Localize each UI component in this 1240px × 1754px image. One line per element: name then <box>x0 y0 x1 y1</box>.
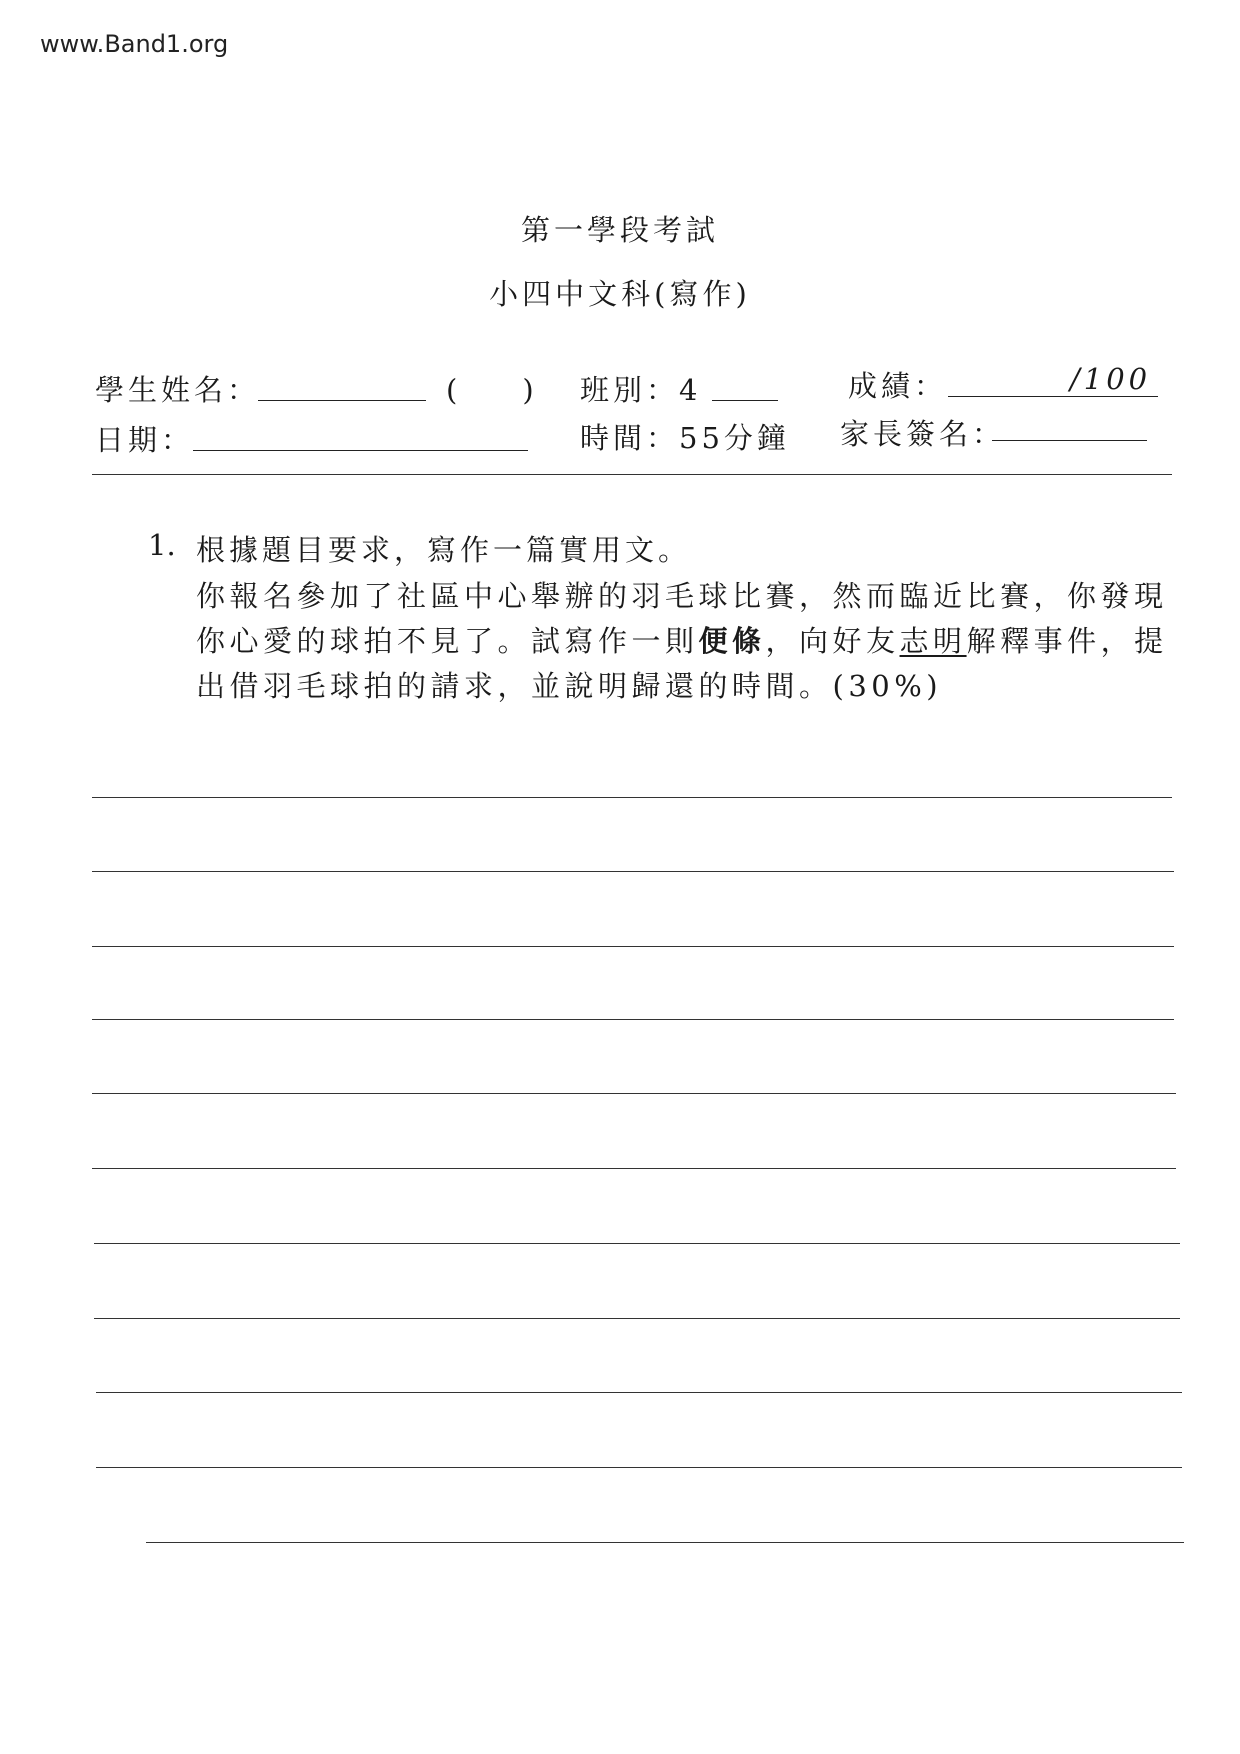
parent-signature-label: 家長簽名： <box>840 417 1006 451</box>
answer-line[interactable] <box>146 1542 1184 1543</box>
question-number: 1. <box>148 528 176 562</box>
class-number-brackets: ( ) <box>446 373 552 407</box>
answer-line[interactable] <box>92 797 1172 798</box>
answer-line[interactable] <box>96 1392 1182 1393</box>
exam-title: 第一學段考試 <box>520 213 719 247</box>
answer-line[interactable] <box>92 1168 1176 1169</box>
question-prompt <box>196 574 1186 709</box>
prompt-keyword-note: 便條 <box>698 624 766 658</box>
date-label: 日期： <box>95 423 195 457</box>
class-label: 班別：4 <box>580 373 702 407</box>
prompt-friend-name: 志明 <box>899 624 967 658</box>
answer-line[interactable] <box>92 871 1174 872</box>
class-field[interactable] <box>712 370 778 401</box>
header-divider <box>92 474 1172 475</box>
answer-line[interactable] <box>94 1243 1180 1244</box>
answer-line[interactable] <box>94 1318 1180 1319</box>
answer-line[interactable] <box>92 1019 1174 1020</box>
date-field[interactable] <box>193 420 528 451</box>
prompt-text-3: 解釋事件，提出借羽毛球拍的請求，並說明歸還的時間。(30%) <box>196 624 1168 703</box>
watermark-url: www.Band1.org <box>40 30 229 58</box>
score-label: 成績： <box>848 369 948 403</box>
question-instruction: 根據題目要求，寫作一篇實用文。 <box>196 533 692 567</box>
student-name-label: 學生姓名： <box>95 373 261 407</box>
answer-line[interactable] <box>96 1467 1182 1468</box>
answer-line[interactable] <box>92 1093 1176 1094</box>
prompt-text-1: 你報名參加了社區中心舉辦的羽毛球比賽，然而臨近比賽，你發現你心愛的球拍不見了。試寫作一則 <box>196 579 1168 658</box>
time-label: 時間：55分鐘 <box>580 421 790 455</box>
subject-title: 小四中文科(寫作) <box>489 277 751 311</box>
student-name-field[interactable] <box>258 370 426 401</box>
answer-line[interactable] <box>92 946 1174 947</box>
prompt-text-2: ，向好友 <box>765 624 900 658</box>
parent-signature-field[interactable] <box>992 410 1147 441</box>
score-total: /100 <box>1070 362 1152 396</box>
